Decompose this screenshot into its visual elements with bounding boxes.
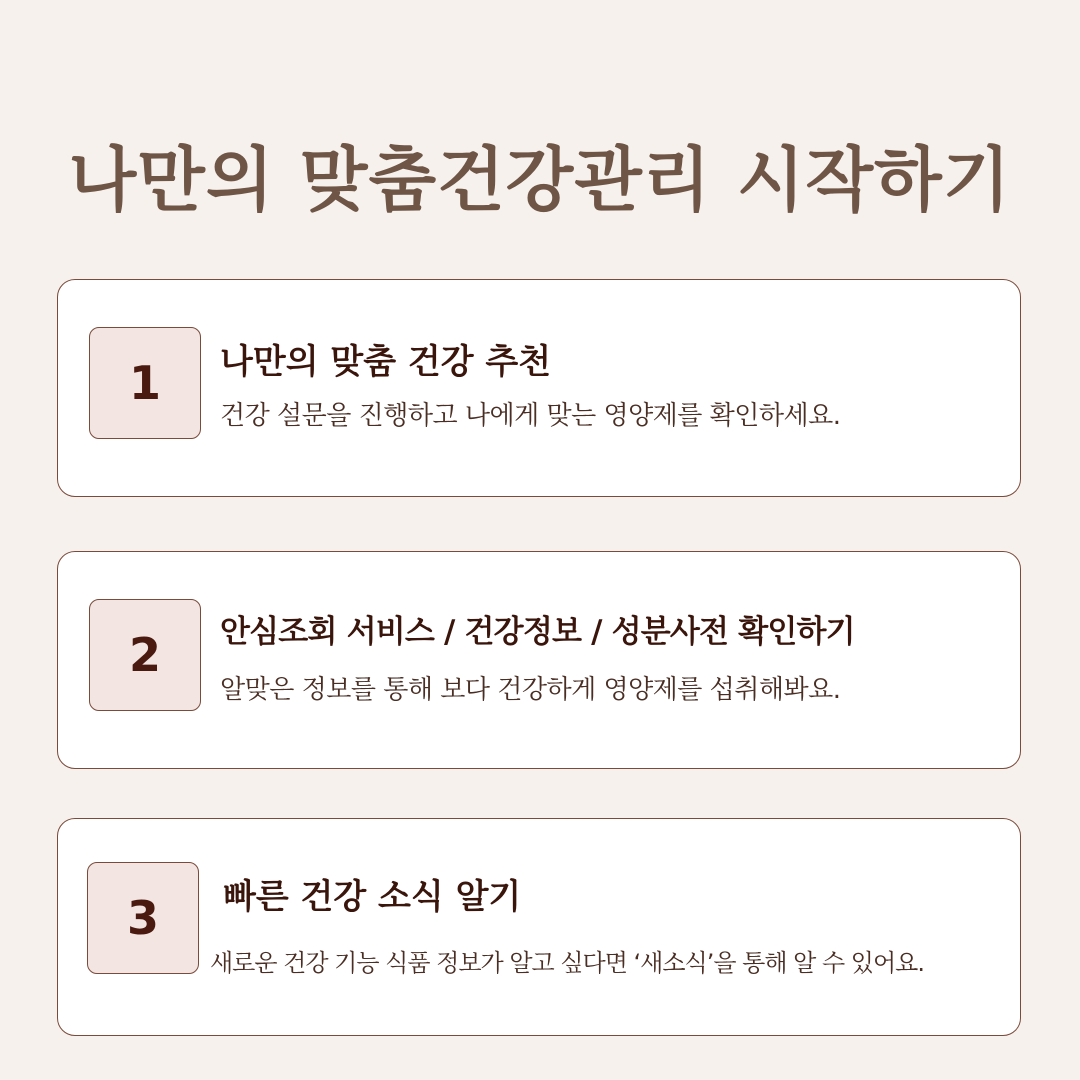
step-number-badge: 3 xyxy=(87,862,199,974)
step-card-2 xyxy=(57,551,1021,769)
step-heading: 안심조회 서비스 / 건강정보 / 성분사전 확인하기 xyxy=(220,614,855,650)
step-heading: 나만의 맞춤 건강 추천 xyxy=(220,342,552,382)
step-description: 알맞은 정보를 통해 보다 건강하게 영양제를 섭취해봐요. xyxy=(220,675,841,705)
step-description: 새로운 건강 기능 식품 정보가 알고 싶다면 ‘새소식’을 통해 알 수 있어요. xyxy=(210,949,924,977)
step-number-badge: 2 xyxy=(89,599,201,711)
step-card-3 xyxy=(57,818,1021,1036)
step-number-badge: 1 xyxy=(89,327,201,439)
step-card-1 xyxy=(57,279,1021,497)
page-title: 나만의 맞춤건강관리 시작하기 xyxy=(68,139,1012,221)
step-description: 건강 설문을 진행하고 나에게 맞는 영양제를 확인하세요. xyxy=(220,401,841,431)
step-heading: 빠른 건강 소식 알기 xyxy=(223,877,522,917)
